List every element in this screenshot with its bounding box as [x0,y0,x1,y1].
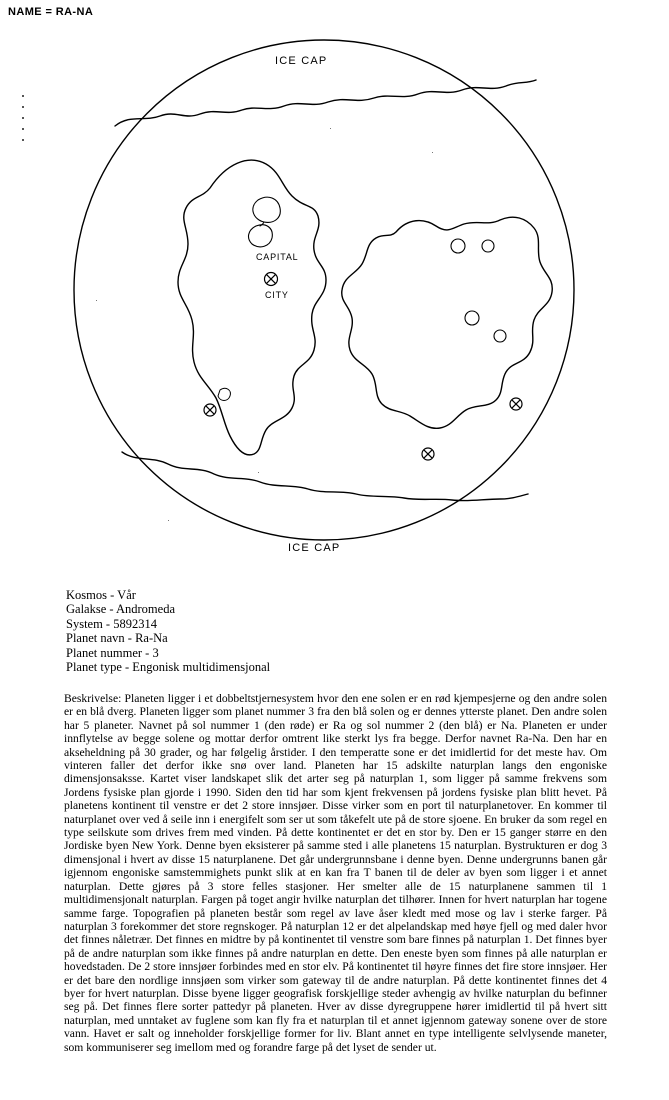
planet-map [60,18,608,578]
right-lake-2 [482,240,494,252]
description-block [64,692,607,1054]
right-lake-3 [465,311,479,325]
capital-marker [265,273,278,286]
right-lake-1 [451,239,465,253]
right-continent [342,217,553,428]
city-marker-right-east [510,398,522,410]
meta-line-kosmos: Kosmos - Vår [66,588,136,602]
page-title: NAME = RA-NA [8,6,94,18]
description-paragraph: Beskrivelse: Planeten ligger i et dobbeltstjernesystem hvor den ene solen er en rød kjempesjerne og den andre solen er en blå dverg. Planeten ligger som planet nummer 3 fra den blå solen og er dennes ytterste planet. Den andre solen har 5 planeter. Navnet på sol nummer 1 (den røde) er Ra og sol nummer 2 (den blå) er Na. Planeten er under innflytelse av begge solene og mottar derfor omtrent like sterkt lys fra begge. Derfor navnet Ra-Na. Den har en akseheldning på 30 grader, og har følgelig årstider. I den temperatte sone er det imidlertid for det meste hav. Om vinteren faller det derfor ikke snø over land. Planeten har 15 adskilte naturplan langs den engoniske dimensjonsaksse. Kartet viser landskapet slik det arter seg på naturplan 1, som ligger på samme frekvens som Jordens fysiske plan gjorde i 1990. Siden den tid har som kjent frekvensen på jordens fysiske plan blitt hevet. På planetens kontinent til venstre er det 2 store innsjøer. Disse virker som en port til naturplanetover. En kommer til naturplanet over ved å seile inn i energifelt som ser ut som tåkefelt ute på de store sjoene. En bruker da som regel en type seilskute som drives frem med vinden. På dette kontinentet er det en stor by. Den er 15 ganger større en den Jordiske byen New York. Denne byen eksisterer på samme sted i alle planetens 15 naturplan. Bystrukturen er dog 3 dimensjonal i hvert av disse 15 naturplanene. Det går undergrunnsbane i denne byen. Denne undergrunns banen går igjennom engoniske samstemmighets punkt slik at en kan fra T banen til de deler av byen som ligger i et annet naturplan. Dette gjøres på 3 store felles stasjoner. Her smelter alle de 15 naturplanene sammen til 1 multidimensjonalt naturplan. Fargen på toget angir hvilke naturplan det tilhører. Innen for hvert naturplan har togene samme farge. Topografien på planeten består som regel av lave åser kledt med mose og lav i sterke farger. På naturplan 3 forekommer det store regnskoger. På naturplan 12 er det alpelandskap med høye fjell og med daler hvor det finnes nåletrær. Det finnes en midtre by på kontinentet til venstre som bare finnes på naturplan 1. Det finnes byer på de andre naturplan som ikke finnes på andre naturplan en dette. Den eneste byen som finnes på alle naturplan er hovedstaden. De 2 store innsjøer forbindes med en stor elv. På kontinentet til høyre finnes det fire store innsjøer. Her er det bare den nordlige innsjøen som virker som gateway til de andre naturplan. På dette kontinentet finnes det 4 byer for hvert naturplan. Disse byene ligger geografisk forskjellige steder avhengig av hvilke naturplan du befinner seg på. Det finnes flere sorter pattedyr på planeten. Hver av disse dyregruppene hører imidlertid til på hvert sitt naturplan, med unntaket av fuglene som kan fly fra et naturplan til et annet igjennom gateway sonene over de store vann. Havet er salt og inneholder forskjellige former for liv. Blant annet en type intelligente selvlysende maneter, som kommuniserer seg imellom med og forandre farge på det lyset de sender ut. [64,692,607,1054]
meta-line-galakse: Galakse - Andromeda [66,602,175,617]
left-river [260,222,264,226]
ice-cap-top-label: ICE CAP [275,55,328,67]
meta-line-planet-type: Planet type - Engonisk multidimensjonal [66,660,271,675]
left-small-lake [218,388,230,400]
margin-tick-marks [22,95,25,155]
city-marker-right-south [422,448,434,460]
capital-label-line2: CITY [265,290,289,300]
left-lake-south [249,225,273,247]
meta-line-planet-navn: Planet navn - Ra-Na [66,631,168,646]
left-lake-north [253,197,280,222]
planet-metadata-block [66,588,270,674]
meta-line-system: System - 5892314 [66,616,157,631]
south-ice-cap-line [122,452,528,501]
left-continent [178,160,326,455]
capital-label-line1: CAPITAL [256,252,299,262]
right-lake-4 [494,330,506,342]
city-marker-left-south [204,404,216,416]
meta-line-planet-nummer: Planet nummer - 3 [66,645,159,660]
ice-cap-bottom-label: ICE CAP [288,542,341,554]
